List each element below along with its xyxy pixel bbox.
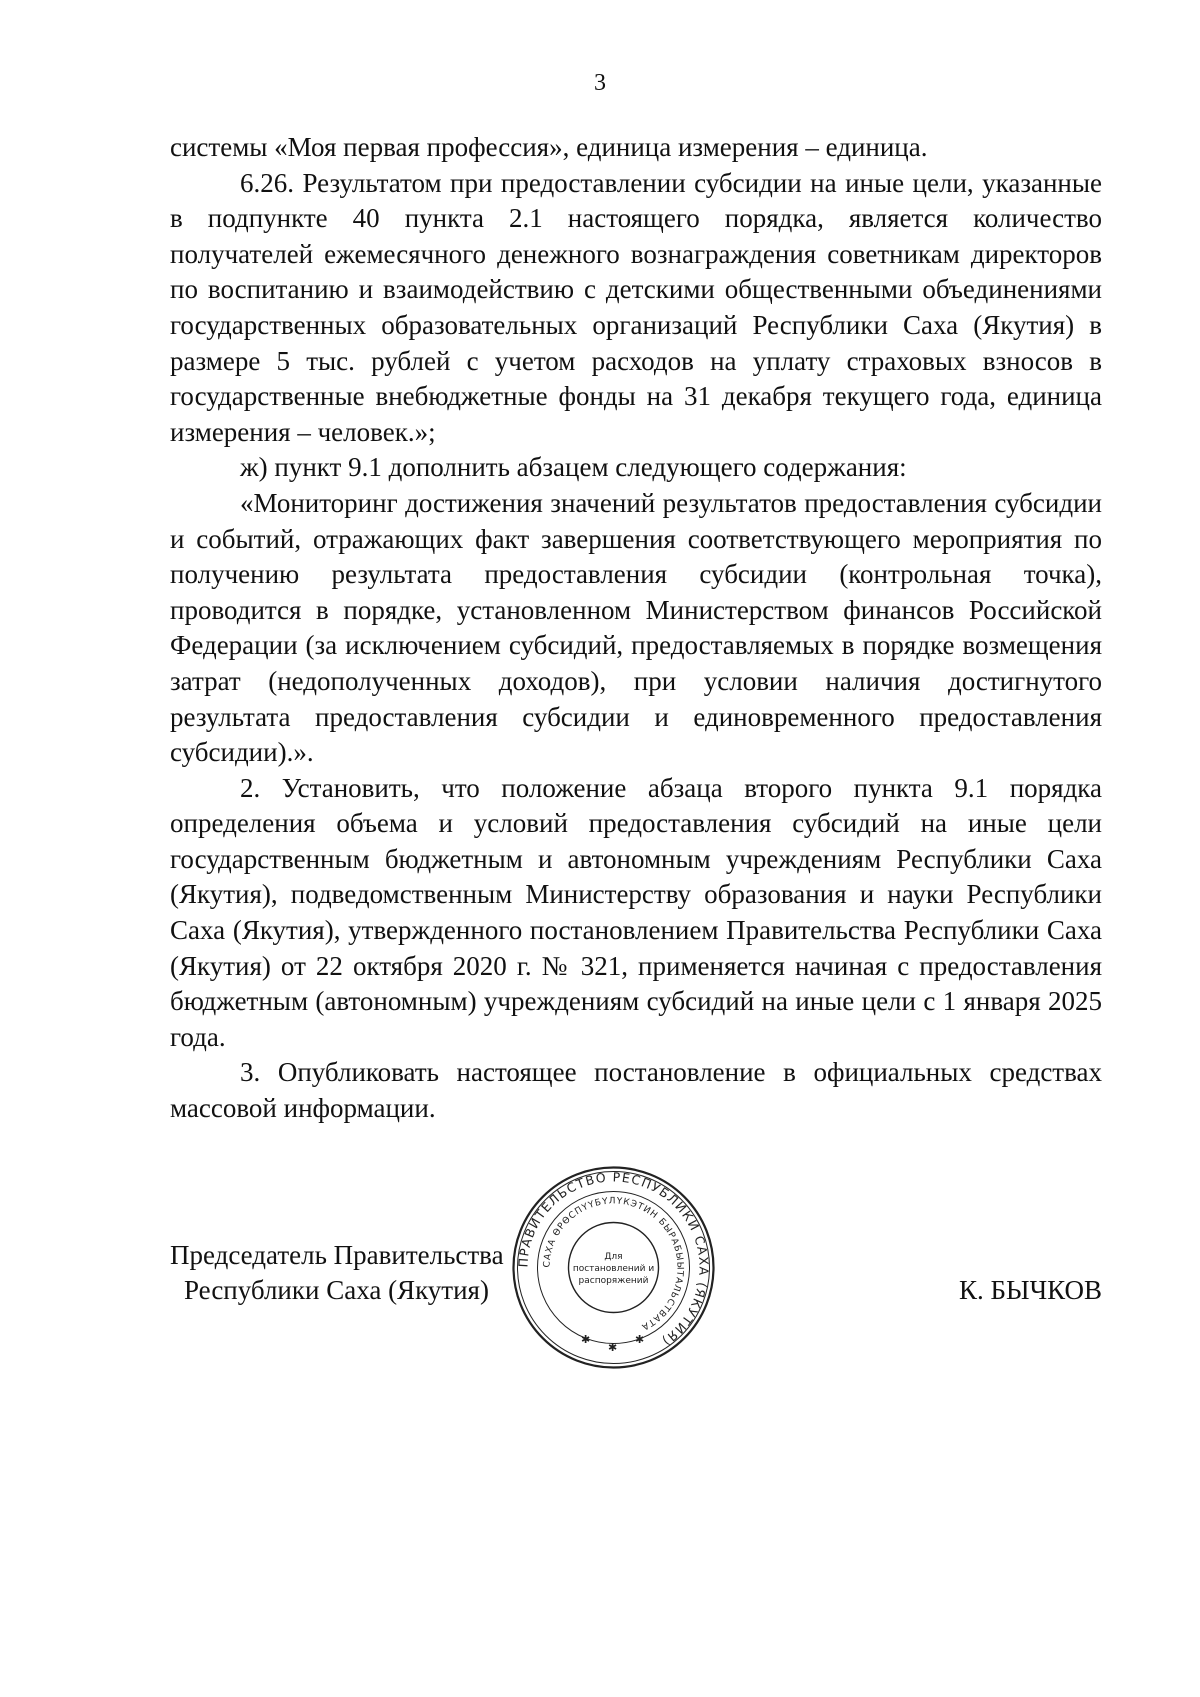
seal-star-icon: ✱ — [581, 1333, 591, 1346]
signatory-name: К. БЫЧКОВ — [959, 1275, 1102, 1305]
signatory-title-line-2: Республики Саха (Якутия) — [184, 1275, 489, 1305]
page-number: 3 — [594, 70, 606, 96]
paragraph-clause-2: 2. Установить, что положение абзаца второго пункта 9.1 порядка определения объема и условий предоставления субсидий на иные цели государственным бюджетным и автономным учреждениям Республики Саха (Якутия), подведомственным Министерству образования и науки Республики Саха (Якутия), утвержденного постановлением Правительства Республики Саха (Якутия) от 22 октября 2020 г. № 321, применяется начиная с предоставления бюджетным (автономным) учреждениям субсидий на иные цели с 1 января 2025 года. — [170, 772, 1102, 1052]
seal-center-line-1: Для — [604, 1252, 623, 1262]
paragraph-monitoring-quote: «Мониторинг достижения значений результатов предоставления субсидии и событий, отражающих факт завершения соответствующего мероприятия по получению результата предоставления субсидии (контрольная точка), проводится в порядке, установленном Министерством финансов Российской Федерации (за исключением субсидий, предоставляемых в порядке возмещения затрат (недополученных доходов), при условии наличия достигнутого результата предоставления субсидии и единовременного предоставления субсидии).». — [170, 487, 1102, 768]
seal-center-line-2: постановлений и — [572, 1264, 655, 1274]
seal-outer-ring-text: ПРАВИТЕЛЬСТВО РЕСПУБЛИКИ САХА (ЯКУТИЯ) — [515, 1169, 712, 1350]
document-body — [170, 130, 1102, 1127]
seal-inner-ring-text: САХА ӨРӨСПҮҮБҮЛҮКЭТИН БЫРАБЫЫТАЛЬСТВАТА — [542, 1196, 685, 1332]
seal-star-icon: ✱ — [635, 1333, 645, 1346]
seal-star-icon: ✱ — [608, 1341, 618, 1354]
signature-block — [170, 1238, 1102, 1308]
paragraph-item-zh: ж) пункт 9.1 дополнить абзацем следующего содержания: — [240, 452, 907, 483]
seal-center-line-3: распоряжений — [578, 1276, 649, 1286]
paragraph-continuation: системы «Моя первая профессия», единица измерения – единица. — [170, 132, 928, 162]
paragraph-6-26: 6.26. Результатом при предоставлении субсидии на иные цели, указанные в подпункте 40 пункта 2.1 настоящего порядка, является количество получателей ежемесячного денежного вознаграждения советникам директоров по воспитанию и взаимодействию с детскими общественными объединениями государственных образовательных организаций Республики Саха (Якутия) в размере 5 тыс. рублей с учетом расходов на уплату страховых взносов в государственные внебюджетные фонды на 31 декабря текущего года, единица измерения – человек.»; — [170, 167, 1102, 447]
signatory-title-line-1: Председатель Правительства — [170, 1240, 504, 1270]
paragraph-clause-3: 3. Опубликовать настоящее постановление в официальных средствах массовой информации. — [170, 1057, 1102, 1124]
